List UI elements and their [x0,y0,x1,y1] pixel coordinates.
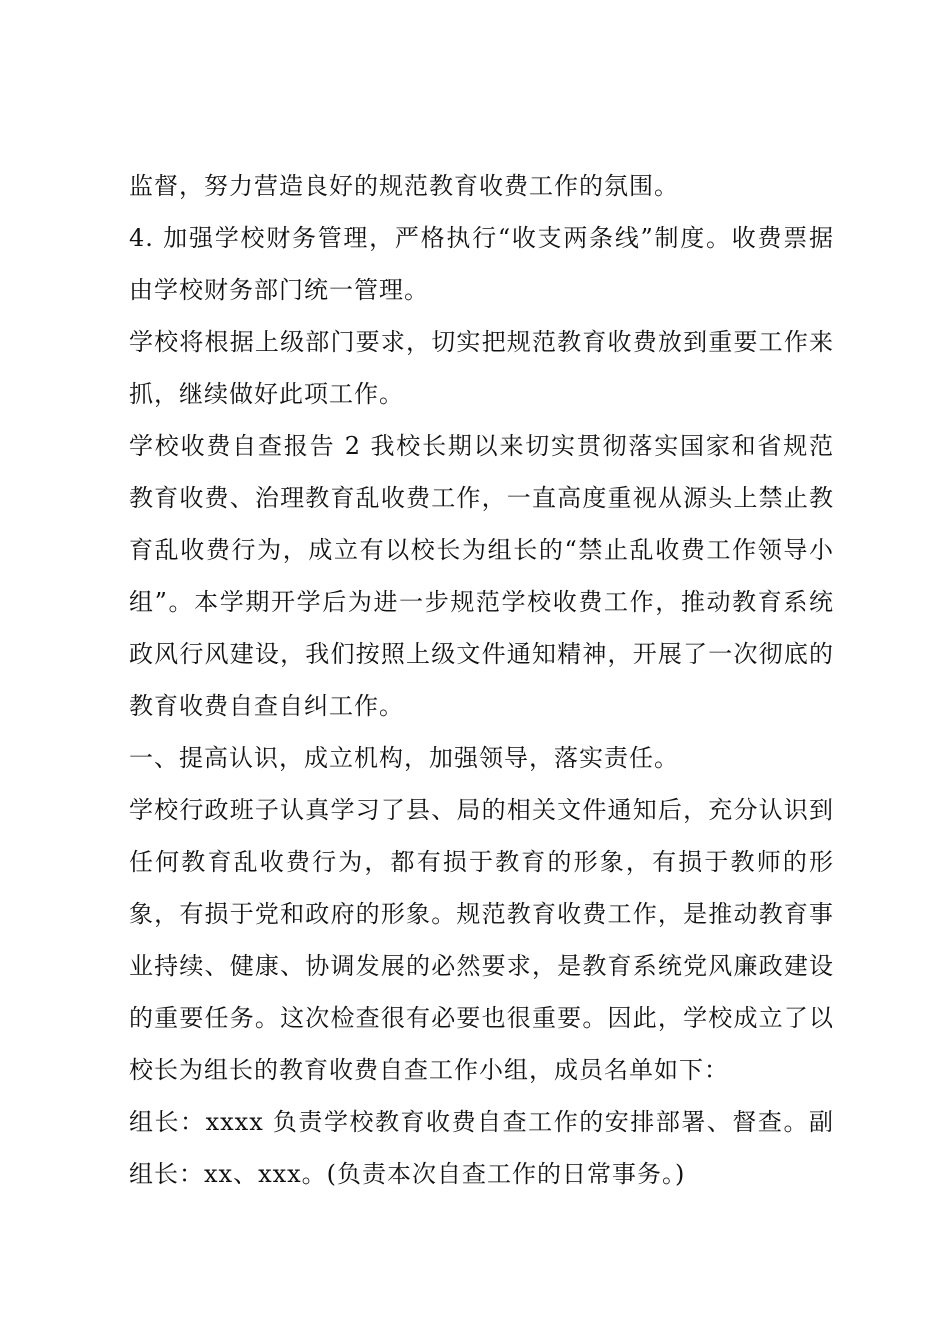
section-heading-one: 一、提高认识，成立机构，加强领导，落实责任。 [129,744,679,772]
paragraph-supervision: 监督，努力营造良好的规范教育收费工作的氛围。 [129,172,679,200]
document-body [129,160,834,1200]
paragraph-report-intro: 学校收费自查报告 2 我校长期以来切实贯彻落实国家和省规范教育收费、治理教育乱收费工作，一直高度重视从源头上禁止教育乱收费行为，成立有以校长为组长的“禁止乱收费工作领导小组”。本学期开学后为进一步规范学校收费工作，推动教育系统政风行风建设，我们按照上级文件通知精神，开展了一次彻底的教育收费自查自纠工作。 [129,432,834,720]
paragraph-group-members: 组长：xxxx 负责学校教育收费自查工作的安排部署、督查。副组长：xx、xxx。(负责本次自查工作的日常事务。) [129,1108,834,1188]
paragraph-awareness: 学校行政班子认真学习了县、局的相关文件通知后，充分认识到任何教育乱收费行为，都有损于教育的形象，有损于教师的形象，有损于党和政府的形象。规范教育收费工作，是推动教育事业持续、健康、协调发展的必然要求，是教育系统党风廉政建设的重要任务。这次检查很有必要也很重要。因此，学校成立了以校长为组长的教育收费自查工作小组，成员名单如下： [129,796,834,1084]
paragraph-school-commitment: 学校将根据上级部门要求，切实把规范教育收费放到重要工作来抓，继续做好此项工作。 [129,328,834,408]
paragraph-finance-management: 4. 加强学校财务管理，严格执行“收支两条线”制度。收费票据由学校财务部门统一管理。 [129,224,834,304]
